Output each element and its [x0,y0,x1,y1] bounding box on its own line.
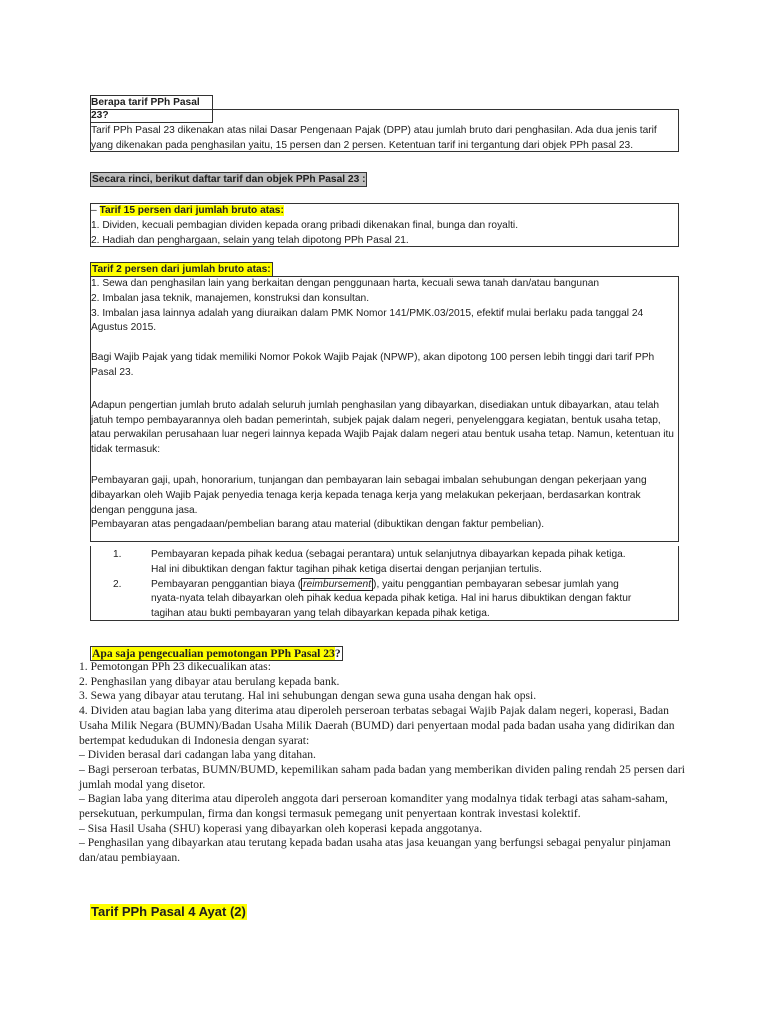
section2-heading: Secara rinci, berikut daftar tarif dan objek PPh Pasal 23 : [92,174,366,185]
section3-line: 4. Dividen atau bagian laba yang diterima atau diperoleh perseroan terbatas sebagai Wajib Pajak dalam negeri, koperasi, Badan Usaha Milik Negara (BUMN)/Badan Usaha Milik Daerah (BUMD) dari penyertaan modal pada badan usaha yang didirikan dan bertempat kedudukan di Indonesia dengan syarat: [79,704,675,747]
section3-line: – Sisa Hasil Usaha (SHU) koperasi yang dibayarkan oleh koperasi kepada anggotanya. [79,821,483,835]
tarif2-item: 1. Sewa dan penghasilan lain yang berkaitan dengan penggunaan harta, kecuali sewa tanah dan/atau bangunan [91,278,600,289]
npwp-para: Bagi Wajib Pajak yang tidak memiliki Nomor Pokok Wajib Pajak (NPWP), akan dipotong 100 persen lebih tinggi dari tarif PPh Pasal 23. [91,352,655,378]
tarif15-heading-line: – Tarif 15 persen dari jumlah bruto atas: [91,205,284,216]
section3-line: – Penghasilan yang dibayarkan atau terutang kepada badan usaha atas jasa keuangan yang berfungsi sebagai penyalur pinjaman dan/atau pembiayaan. [79,836,671,865]
sub-items-box [90,546,679,621]
pengadaan-para: Pembayaran atas pengadaan/pembelian barang atau material (dibuktikan dengan faktur pembelian). [91,519,545,531]
sub-item: 1. Pembayaran kepada pihak kedua (sebagai perantara) untuk selanjutnya dibayarkan kepada pihak ketiga. Hal ini dibuktikan dengan faktur tagihan pihak ketiga disertai dengan perjanjian tertulis. [113,549,626,575]
tarif15-box [90,203,679,247]
section4-heading: Tarif PPh Pasal 4 Ayat (2) [91,904,246,919]
section3-line: 1. Pemotongan PPh 23 dikecualikan atas: [79,660,271,673]
section1-heading: Berapa tarif PPh Pasal 23? [90,95,213,123]
section1-para-box [90,109,679,152]
section3-line: 3. Sewa yang dibayar atau terutang. Hal ini sehubungan dengan sewa guna usaha dengan hak opsi. [79,689,537,703]
reimbursement-term: reimbursement [303,578,372,590]
sub-item: 2. Pembayaran penggantian biaya ( reimbursement ), yaitu penggantian pembayaran sebesar jumlah yang nyata-nyata telah dibayarkan oleh pihak kedua kepada pihak ketiga. Hal ini harus dibuktikan dengan faktur tagihan atau bukti pembayaran yang telah dibayarkan kepada pihak ketiga. [113,578,632,620]
tarif2-item: 2. Imbalan jasa teknik, manajemen, konstruksi dan konsultan. [91,292,370,304]
gaji-para: Pembayaran gaji, upah, honorarium, tunjangan dan pembayaran lain sebagai imbalan sehubungan dengan pekerjaan yang dibayarkan oleh Wajib Pajak penyedia tenaga kerja kepada tenaga kerja yang melakukan pekerjaan, berdasarkan kontrak dengan pengguna jasa. [91,474,647,516]
sub-items-list [113,548,638,622]
section3-heading: Apa saja pengecualian pemotongan PPh Pasal 23? [92,647,341,660]
section3-line: – Bagian laba yang diterima atau diperoleh anggota dari perseroan komanditer yang modalnya tidak terbagi atas saham-saham, persekutuan, perkumpulan, firma dan kongsi termasuk pemegang unit penyertaan kontrak investasi kolektif. [79,792,668,821]
tarif15-item: 2. Hadiah dan penghargaan, selain yang telah dipotong PPh Pasal 21. [91,234,409,246]
bruto-para: Adapun pengertian jumlah bruto adalah seluruh jumlah penghasilan yang dibayarkan, disediakan untuk dibayarkan, atau telah jatuh tempo pembayarannya oleh badan pemerintah, subjek pajak dalam negeri, penyelenggara kegiatan, bentuk usaha tetap, atau perwakilan perusahaan luar negeri lainnya kepada Wajib Pajak dalam negeri atau bentuk usaha tetap. Namun, ketentuan itu tidak termasuk: [91,399,674,456]
tarif15-item: 1. Dividen, kecuali pembagian dividen kepada orang pribadi dikenakan final, bunga dan royalti. [91,219,519,231]
section3-line: – Bagi perseroan terbatas, BUMN/BUMD, kepemilikan saham pada badan yang memberikan dividen paling rendah 25 persen dari jumlah modal yang disetor. [79,762,685,791]
section3-line: – Dividen berasal dari cadangan laba yang ditahan. [79,748,316,762]
tarif2-item: 3. Imbalan jasa lainnya adalah yang diuraikan dalam PMK Nomor 141/PMK.03/2015, efektif mulai berlaku pada tanggal 24 Agustus 2015. [91,307,644,334]
section3-list [79,660,689,866]
section1-para: Tarif PPh Pasal 23 dikenakan atas nilai Dasar Pengenaan Pajak (DPP) atau jumlah bruto dari penghasilan. Ada dua jenis tarif yang dikenakan pada penghasilan yaitu, 15 persen dan 2 persen. Ketentuan tarif ini tergantung dari objek PPh pasal 23. [91,125,657,151]
tarif2-box [90,276,679,542]
tarif15-heading: Tarif 15 persen dari jumlah bruto atas: [99,205,284,216]
tarif2-heading: Tarif 2 persen dari jumlah bruto atas: [92,264,271,275]
section3-line: 2. Penghasilan yang dibayar atau berulang kepada bank. [79,674,340,688]
